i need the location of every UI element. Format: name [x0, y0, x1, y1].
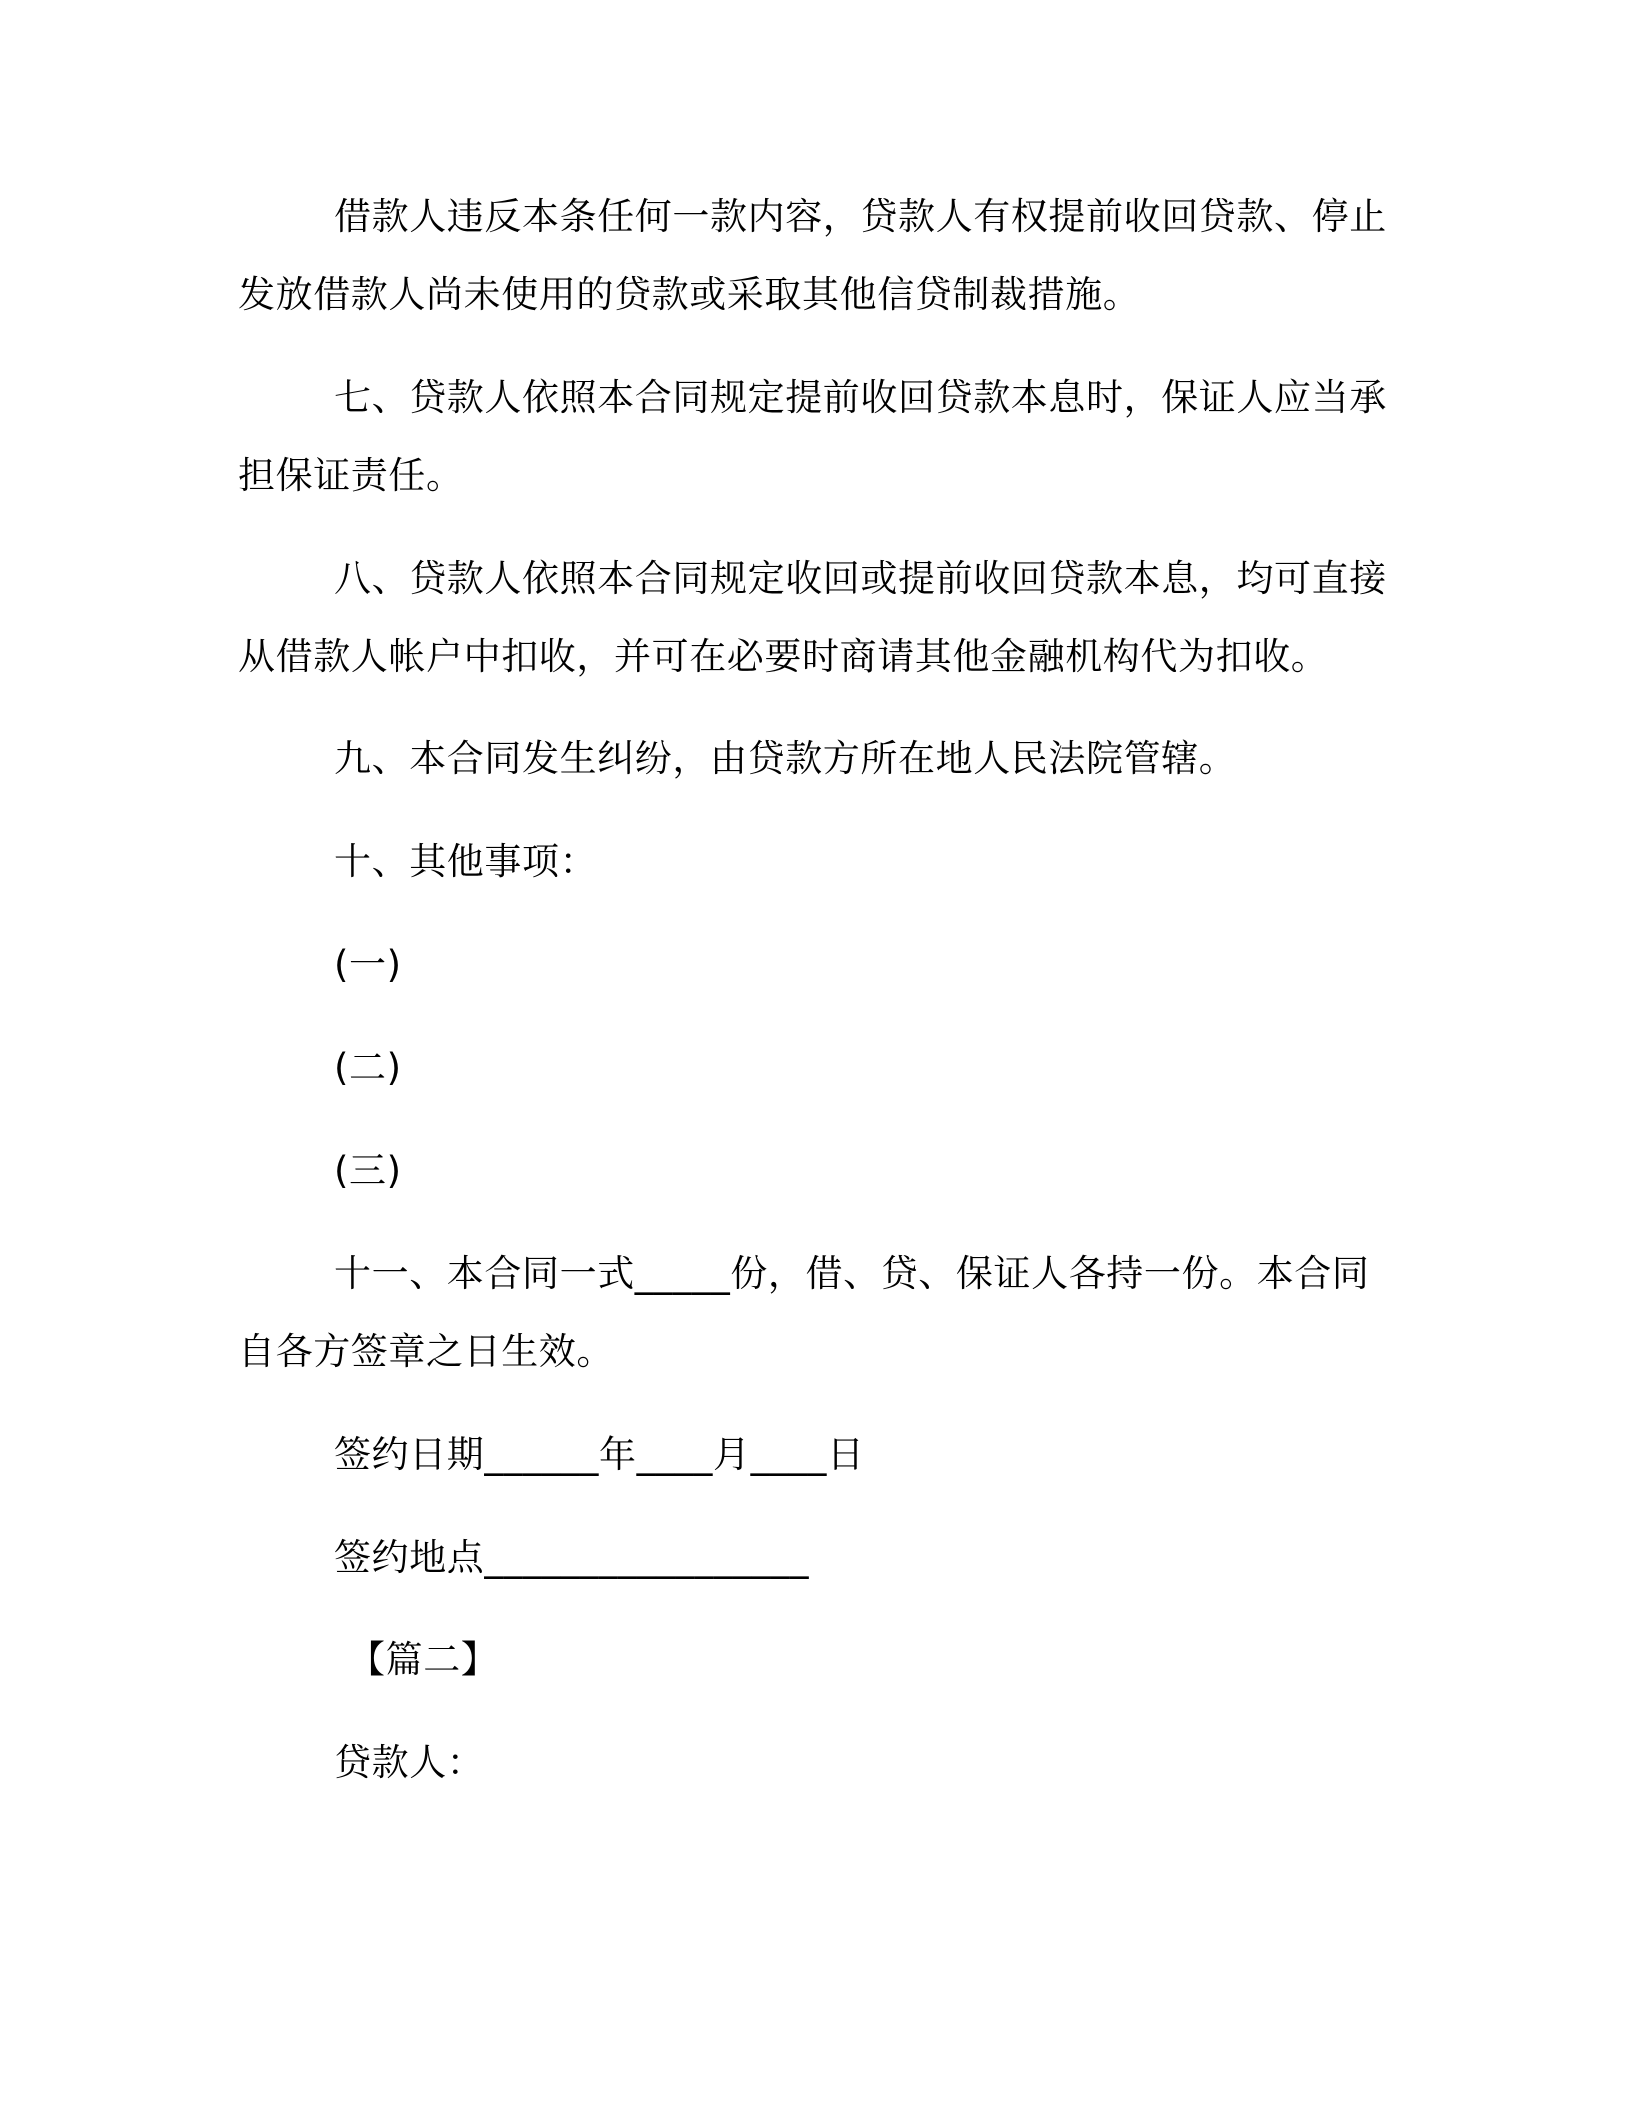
- clause-eight-line-2: 从借款人帐户中扣收，并可在必要时商请其他金融机构代为扣收。: [238, 635, 1329, 678]
- section-two-heading: 【篇二】: [348, 1638, 499, 1681]
- other-item-two: (二): [334, 1046, 402, 1089]
- lender-label: 贷款人：: [334, 1741, 485, 1784]
- clause-eleven-line-1: 十一、本合同一式_____份，借、贷、保证人各持一份。本合同: [334, 1252, 1370, 1295]
- signing-date-field: 签约日期______年____月____日: [334, 1433, 865, 1476]
- clause-six-continuation-line-2: 发放借款人尚未使用的贷款或采取其他信贷制裁措施。: [238, 273, 1141, 316]
- other-item-one: (一): [334, 943, 402, 986]
- other-item-three: (三): [334, 1149, 402, 1192]
- clause-seven-line-2: 担保证责任。: [238, 454, 464, 497]
- clause-seven-line-1: 七、贷款人依照本合同规定提前收回贷款本息时，保证人应当承: [334, 376, 1387, 419]
- clause-nine: 九、本合同发生纠纷，由贷款方所在地人民法院管辖。: [334, 737, 1237, 780]
- clause-six-continuation-line-1: 借款人违反本条任何一款内容，贷款人有权提前收回贷款、停止: [334, 195, 1387, 238]
- signing-place-field: 签约地点_________________: [334, 1536, 810, 1579]
- clause-ten-heading: 十、其他事项：: [334, 840, 598, 883]
- clause-eight-line-1: 八、贷款人依照本合同规定收回或提前收回贷款本息，均可直接: [334, 557, 1387, 600]
- clause-eleven-line-2: 自各方签章之日生效。: [238, 1330, 614, 1373]
